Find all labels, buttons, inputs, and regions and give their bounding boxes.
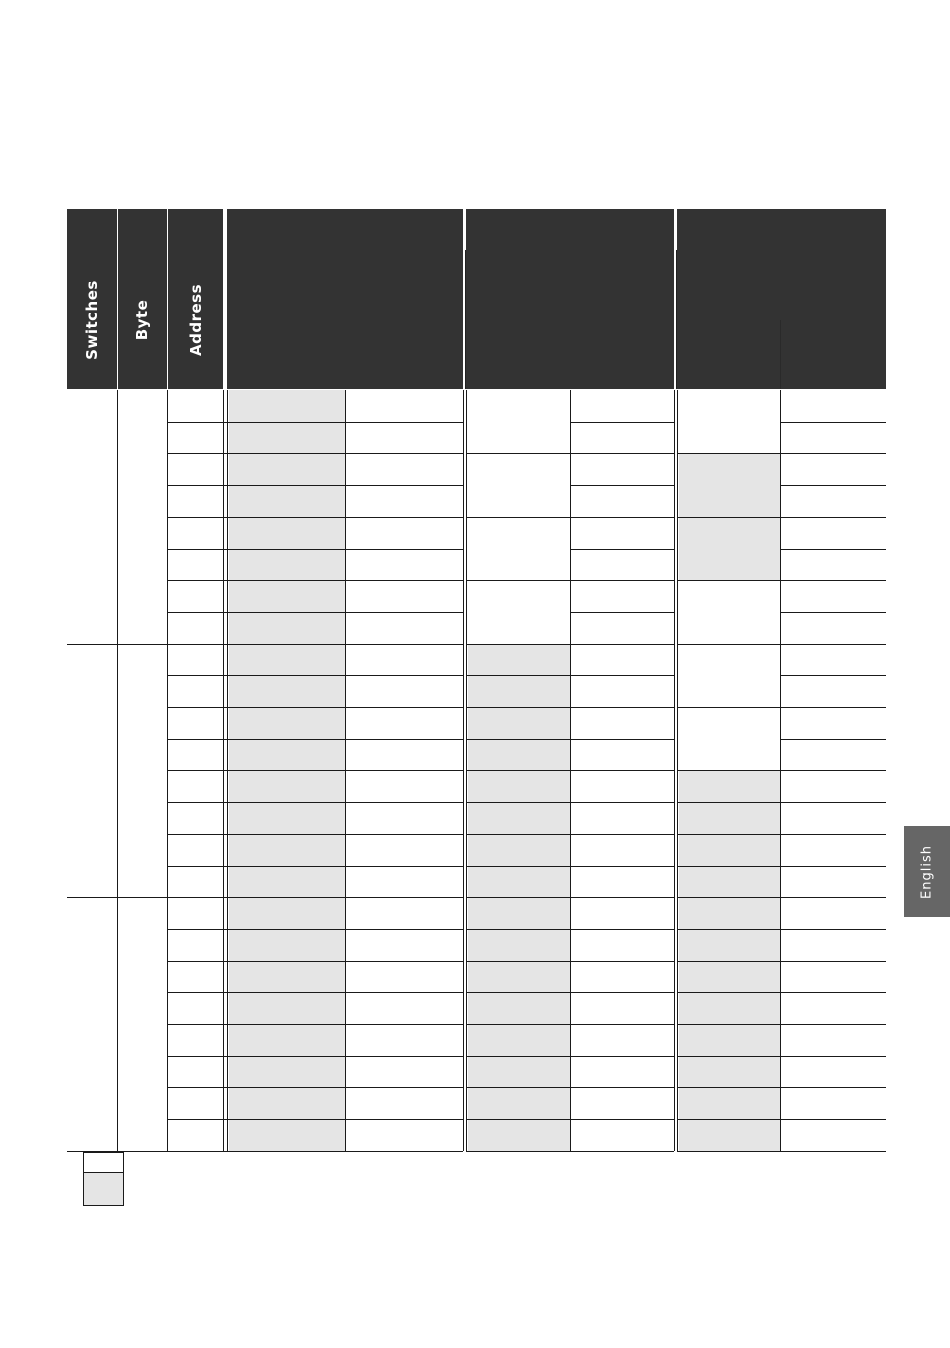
row-rule [780,1151,886,1152]
row-rule [677,1119,780,1120]
row-rule [466,580,570,581]
row-rule [466,802,570,803]
row-rule [466,992,570,993]
table-header-block-1 [227,209,463,389]
row-rule [780,961,886,962]
row-rule [167,675,463,676]
column-rule [117,390,118,1151]
table-header-byte [118,209,167,389]
row-rule [167,770,463,771]
table-header-block-3 [677,209,886,389]
row-rule [570,1056,674,1057]
row-rule [570,1024,674,1025]
row-rule [466,1056,570,1057]
row-rule [780,453,886,454]
table-header-address [168,209,223,389]
row-rule [677,802,780,803]
column-rule [463,390,464,1151]
row-rule [167,1056,463,1057]
row-rule [167,961,463,962]
row-rule [167,580,463,581]
row-rule [677,1151,780,1152]
row-rule [466,1087,570,1088]
row-rule [570,739,674,740]
row-rule [780,1119,886,1120]
row-rule [677,866,780,867]
row-rule [466,897,570,898]
header-subdivider [676,250,677,389]
row-rule [780,834,886,835]
row-rule [780,422,886,423]
row-rule [677,929,780,930]
row-rule [167,453,463,454]
table-header-switches [67,209,117,389]
row-rule [466,517,570,518]
row-rule [466,770,570,771]
row-rule [167,1087,463,1088]
row-rule [780,739,886,740]
row-rule [466,707,570,708]
group-rule [67,644,167,645]
row-rule [167,992,463,993]
row-rule [570,992,674,993]
row-rule [780,707,886,708]
row-rule [677,992,780,993]
row-rule [780,675,886,676]
row-rule [780,992,886,993]
row-rule [780,1056,886,1057]
row-rule [780,1024,886,1025]
row-rule [570,961,674,962]
row-rule [570,929,674,930]
row-rule [570,453,674,454]
row-rule [570,580,674,581]
row-rule [780,770,886,771]
header-subdivider [465,250,466,389]
row-rule [677,644,780,645]
row-rule [570,802,674,803]
row-rule [780,1087,886,1088]
row-rule [167,485,463,486]
row-rule [466,961,570,962]
row-rule [570,770,674,771]
row-rule [677,707,780,708]
row-rule [677,897,780,898]
row-rule [466,1151,570,1152]
header-switches-label: Switches [83,280,101,360]
row-rule [570,675,674,676]
group-rule [67,897,167,898]
row-rule [167,707,463,708]
row-rule [466,1119,570,1120]
row-rule [466,834,570,835]
row-rule [466,866,570,867]
row-rule [167,1024,463,1025]
row-rule [167,739,463,740]
row-rule [677,580,780,581]
row-rule [570,422,674,423]
header-byte-label: Byte [133,299,151,341]
row-rule [677,1024,780,1025]
row-rule [466,453,570,454]
row-rule [780,644,886,645]
row-rule [466,675,570,676]
row-rule [677,834,780,835]
row-rule [167,517,463,518]
row-rule [466,929,570,930]
row-rule [677,517,780,518]
row-rule [780,612,886,613]
row-rule [780,517,886,518]
row-rule [167,929,463,930]
row-rule [570,897,674,898]
row-rule [570,866,674,867]
row-rule [167,422,463,423]
row-rule [570,644,674,645]
row-rule [780,802,886,803]
row-rule [780,549,886,550]
row-rule [677,961,780,962]
row-rule [167,802,463,803]
legend-white-box [83,1152,124,1173]
row-rule [466,739,570,740]
row-rule [780,580,886,581]
row-rule [677,1087,780,1088]
row-rule [167,644,463,645]
row-rule [570,517,674,518]
row-rule [570,1151,674,1152]
row-rule [570,549,674,550]
header-subdivider [780,320,781,389]
row-rule [570,834,674,835]
row-rule [167,834,463,835]
row-rule [677,770,780,771]
language-tab-label: English [919,844,935,899]
row-rule [677,1056,780,1057]
row-rule [466,1024,570,1025]
row-rule [167,549,463,550]
column-rule [674,390,675,1151]
row-rule [167,1151,463,1152]
row-rule [167,897,463,898]
language-tab[interactable] [904,826,950,917]
row-rule [167,1119,463,1120]
header-address-label: Address [187,283,205,357]
row-rule [677,453,780,454]
row-rule [167,612,463,613]
row-rule [570,1119,674,1120]
legend-grey-box [83,1172,124,1206]
row-rule [167,866,463,867]
row-rule [780,485,886,486]
row-rule [780,929,886,930]
row-rule [780,897,886,898]
row-rule [570,485,674,486]
row-rule [570,707,674,708]
row-rule [570,1087,674,1088]
row-rule [780,866,886,867]
row-rule [570,612,674,613]
row-rule [466,644,570,645]
table-header-block-2 [466,209,674,389]
